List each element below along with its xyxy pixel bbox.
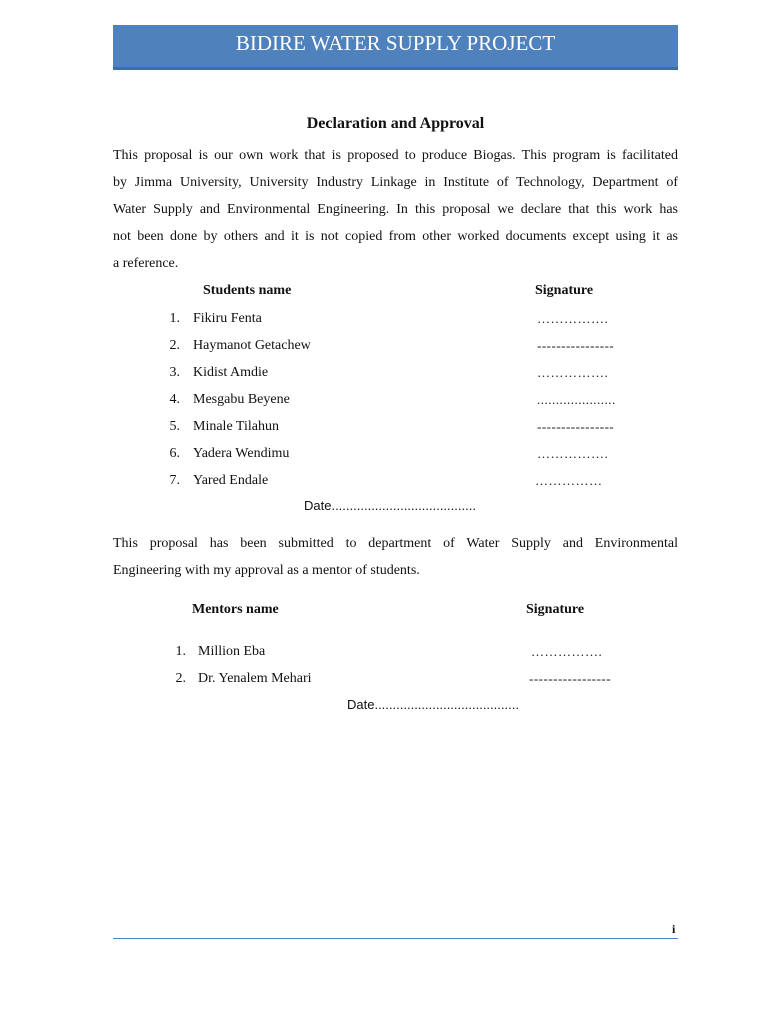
students-name-header: Students name [203,283,292,298]
mentor-number: 2. [175,671,186,686]
banner-title: BIDIRE WATER SUPPLY PROJECT [235,31,556,55]
approval-line: This proposal has been submitted to department of Water Supply and Environmental [113,536,678,551]
mentors-name-header: Mentors name [192,602,279,617]
student-number: 5. [169,419,180,434]
student-number: 2. [169,338,180,353]
student-number: 3. [169,365,180,380]
mentor-name: Million Eba [198,644,266,659]
approval-paragraph [113,531,678,585]
student-number: 1. [169,311,180,326]
declaration-line: Water Supply and Environmental Engineering. In this proposal we declare that this work has [113,201,678,217]
student-name: Minale Tilahun [193,419,279,434]
declaration-line: by Jimma University, University Industry Linkage in Institute of Technology, Department of [113,174,678,190]
mentor-number: 1. [175,644,186,659]
student-name: Yadera Wendimu [193,446,290,461]
student-number: 7. [169,473,180,488]
title-banner [113,25,678,70]
student-name: Fikiru Fenta [193,311,262,326]
declaration-line: This proposal is our own work that is proposed to produce Biogas. This program is facilitated [113,148,678,163]
mentors-date-line: Date........................................ [347,697,519,712]
student-name: Kidist Amdie [193,365,269,380]
declaration-line: not been done by others and it is not copied from other worked documents except using it as [113,228,678,244]
student-signature: ……………. [537,446,609,461]
mentor-signature: ……………. [531,644,603,659]
mentor-signature: ----------------- [529,671,612,686]
mentors-signature-header: Signature [526,602,585,617]
student-signature: ..................... [537,392,616,407]
student-signature: ---------------- [537,419,615,434]
section-title: Declaration and Approval [306,115,485,132]
student-name: Mesgabu Beyene [193,392,290,407]
student-name: Haymanot Getachew [193,338,311,353]
mentor-name: Dr. Yenalem Mehari [198,671,312,686]
page-number: i [672,922,676,936]
footer-divider [113,938,678,939]
declaration-paragraph [113,143,678,278]
student-signature: ---------------- [537,338,615,353]
students-date-line: Date........................................ [304,498,476,513]
student-signature: …………… [535,473,603,488]
approval-line: Engineering with my approval as a mentor of students. [113,562,420,578]
student-name: Yared Endale [193,473,269,488]
student-signature: ……………. [537,311,609,326]
student-signature: ……………. [537,365,609,380]
students-signature-header: Signature [535,283,594,298]
student-number: 6. [169,446,180,461]
student-number: 4. [169,392,180,407]
declaration-line: a reference. [113,255,179,271]
